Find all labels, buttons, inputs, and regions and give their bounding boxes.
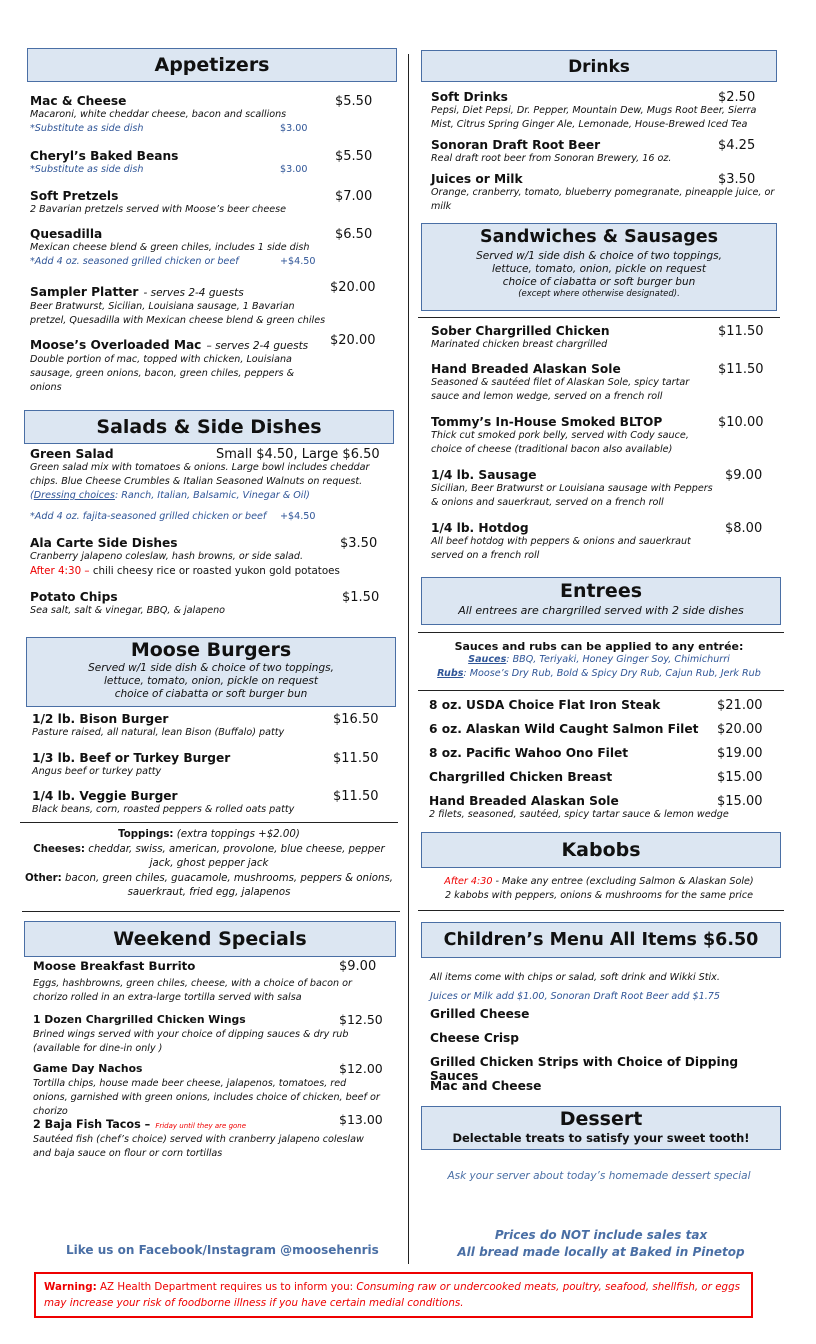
burgers-subtitle: Served w/1 side dish & choice of two toppings,	[88, 662, 334, 674]
menu-item	[431, 362, 711, 404]
item-price: $2.50	[718, 90, 756, 105]
item-name: Chargrilled Chicken Breast	[429, 770, 613, 784]
dessert-note: Ask your server about today’s homemade dessert special	[447, 1170, 751, 1182]
item-desc: Green salad mix with tomatoes & onions. Large bowl includes cheddar chips. Blue Cheese Crumbles & Italian Seasoned Walnuts on request.	[30, 462, 370, 487]
toppings-box	[20, 828, 398, 901]
item-price: $13.00	[339, 1112, 383, 1127]
menu-item	[30, 94, 380, 136]
warning-text: Consuming raw or undercooked meats, poultry, seafood, shellfish, or eggs may increase your risk of foodborne illness if you have certain medial conditions.	[44, 1281, 740, 1309]
item-price: $10.00	[718, 415, 764, 430]
toppings-label: Toppings:	[118, 829, 174, 840]
item-price: $21.00	[717, 698, 763, 713]
item-name: Tommy’s In-House Smoked BLTOP	[431, 415, 663, 429]
item-price: $5.50	[335, 94, 373, 109]
salads-header	[24, 410, 394, 444]
sandwiches-header	[421, 223, 777, 311]
item-desc: Thick cut smoked pork belly, served with Cody sauce, choice of cheese (traditional bacon also available)	[431, 430, 689, 455]
child-item: Grilled Cheese	[430, 1007, 530, 1021]
menu-item	[30, 334, 310, 395]
item-name: 1/3 lb. Beef or Turkey Burger	[32, 751, 231, 765]
divider	[418, 910, 784, 911]
item-name: Sober Chargrilled Chicken	[431, 324, 610, 338]
sandwiches-subtitle: (except where otherwise designated).	[518, 289, 680, 299]
divider	[418, 690, 784, 691]
item-price: $19.00	[717, 746, 763, 761]
item-name: 1/4 lb. Veggie Burger	[32, 789, 178, 803]
item-price: $15.00	[717, 794, 763, 809]
item-desc: Mexican cheese blend & green chiles, includes 1 side dish	[30, 242, 310, 253]
sauces-line: Sauces: BBQ, Teriyaki, Honey Ginger Soy, Chimichurri	[468, 654, 730, 665]
item-price: $1.50	[342, 590, 380, 605]
item-desc: Sautéed fish (chef’s choice) served with cranberry jalapeno coleslaw and baja sauce on flour or corn tortillas	[33, 1134, 364, 1159]
item-desc: Real draft root beer from Sonoran Brewery, 16 oz.	[431, 153, 672, 164]
item-name: 2 Baja Fish Tacos –	[33, 1118, 151, 1131]
warning-lead: AZ Health Department requires us to inform you:	[96, 1281, 357, 1293]
item-note: – serves 2-4 guests	[206, 340, 309, 352]
menu-item	[30, 590, 380, 618]
column-divider	[408, 54, 409, 1264]
bread-note: All bread made locally at Baked in Pinetop	[457, 1245, 745, 1259]
item-sub: *Add 4 oz. seasoned grilled chicken or beef +$4.50	[30, 256, 316, 267]
dessert-subtitle: Delectable treats to satisfy your sweet tooth!	[452, 1131, 750, 1145]
entrees-header	[421, 577, 781, 625]
child-item: Grilled Chicken Strips with Choice of Dipping Sauces	[430, 1055, 739, 1083]
item-desc: Black beans, corn, roasted peppers & rolled oats patty	[32, 804, 295, 815]
sandwiches-subtitle: lettuce, tomato, onion, pickle on request	[491, 263, 707, 275]
menu-item	[431, 468, 721, 510]
item-desc: Sea salt, salt & vinegar, BBQ, & jalapeno	[30, 605, 226, 616]
toppings-note: (extra toppings +$2.00)	[176, 829, 300, 840]
sandwiches-title: Sandwiches & Sausages	[479, 227, 719, 247]
kabobs-info: After 4:30 - Make any entree (excluding Salmon & Alaskan Sole) 2 kabobs with peppers, onions & mushrooms for the same price	[444, 876, 754, 901]
tax-note: Prices do NOT include sales tax	[494, 1228, 708, 1242]
item-price: $7.00	[335, 189, 373, 204]
item-name: Hand Breaded Alaskan Sole	[429, 794, 619, 808]
item-name: Potato Chips	[30, 590, 118, 604]
item-price: $9.00	[339, 959, 377, 974]
item-name: Soft Pretzels	[30, 189, 119, 203]
menu-item	[30, 149, 380, 177]
menu-item	[33, 1013, 363, 1056]
item-desc: Cranberry jalapeno coleslaw, hash browns, or side salad.	[30, 551, 304, 562]
item-name: Moose Breakfast Burrito	[33, 959, 196, 973]
item-desc: All beef hotdog with peppers & onions and sauerkraut served on a french roll	[431, 536, 691, 561]
item-price: $11.50	[333, 789, 379, 804]
item-desc: Angus beef or turkey patty	[32, 766, 162, 777]
burgers-subtitle: choice of ciabatta or soft burger bun	[114, 688, 308, 700]
drinks-title: Drinks	[568, 57, 630, 77]
appetizers-header	[27, 48, 397, 82]
salads-title: Salads & Side Dishes	[96, 416, 322, 438]
item-name: 8 oz. USDA Choice Flat Iron Steak	[429, 698, 661, 712]
item-name: Mac & Cheese	[30, 94, 127, 108]
sauces-title: Sauces and rubs can be applied to any entrée:	[454, 640, 744, 653]
item-note: - serves 2-4 guests	[143, 287, 244, 299]
weekend-header	[24, 921, 396, 957]
divider	[22, 911, 400, 912]
child-item: Mac and Cheese	[430, 1079, 542, 1093]
dessert-header	[421, 1106, 781, 1150]
kabobs-title: Kabobs	[561, 839, 641, 861]
item-name: Game Day Nachos	[33, 1062, 143, 1075]
item-name: Cheryl’s Baked Beans	[30, 149, 179, 163]
item-price: $11.50	[718, 362, 764, 377]
item-price: $3.50	[340, 536, 378, 551]
weekend-title: Weekend Specials	[113, 928, 307, 950]
menu-item	[30, 536, 380, 578]
cheeses-label: Cheeses:	[33, 843, 85, 855]
item-price: $15.00	[717, 770, 763, 785]
item-desc: 2 filets, seasoned, sautéed, spicy tartar sauce & lemon wedge	[429, 809, 729, 820]
health-warning	[34, 1272, 753, 1318]
item-price: $3.50	[718, 172, 756, 187]
item-price: Small $4.50, Large $6.50	[216, 447, 380, 462]
item-price: $20.00	[330, 333, 376, 348]
children-addon: Juices or Milk add $1.00, Sonoran Draft Root Beer add $1.75	[430, 991, 720, 1002]
item-desc: Orange, cranberry, tomato, blueberry pomegranate, pineapple juice, or milk	[431, 187, 775, 212]
item-name: 6 oz. Alaskan Wild Caught Salmon Filet	[429, 722, 699, 736]
rubs-line: Rubs: Moose’s Dry Rub, Bold & Spicy Dry Rub, Cajun Rub, Jerk Rub	[437, 668, 761, 679]
item-desc: Marinated chicken breast chargrilled	[431, 339, 608, 350]
dessert-title: Dessert	[559, 1108, 643, 1130]
children-header	[421, 922, 781, 958]
item-name: 8 oz. Pacific Wahoo Ono Filet	[429, 746, 629, 760]
footer-notes	[438, 1227, 764, 1261]
item-desc: Double portion of mac, topped with chicken, Louisiana sausage, green onions, bacon, green chiles, peppers & onions	[30, 354, 295, 393]
item-desc: Eggs, hashbrowns, green chiles, cheese, with a choice of bacon or chorizo rolled in an extra-large tortilla served with salsa	[33, 978, 352, 1003]
item-price: $6.50	[335, 227, 373, 242]
item-price: $11.50	[718, 324, 764, 339]
item-name: Green Salad	[30, 447, 114, 461]
item-price: $12.50	[339, 1012, 383, 1027]
menu-item	[30, 227, 380, 269]
item-price: $8.00	[725, 521, 763, 536]
burgers-title: Moose Burgers	[130, 639, 292, 661]
child-item: Cheese Crisp	[430, 1031, 520, 1045]
children-note: All items come with chips or salad, soft drink and Wikki Stix.	[430, 972, 720, 983]
sandwiches-subtitle: choice of ciabatta or soft burger bun	[502, 276, 696, 288]
menu-item	[30, 281, 330, 328]
children-title: Children’s Menu All Items $6.50	[443, 930, 759, 950]
sandwiches-subtitle: Served w/1 side dish & choice of two toppings,	[476, 250, 722, 262]
divider	[20, 822, 398, 823]
menu-item	[32, 789, 372, 817]
appetizers-title: Appetizers	[154, 54, 270, 76]
item-name: Sonoran Draft Root Beer	[431, 138, 601, 152]
item-price: $12.00	[339, 1061, 383, 1076]
item-price: $16.50	[333, 712, 379, 727]
item-price: $11.50	[333, 751, 379, 766]
item-name: 1 Dozen Chargrilled Chicken Wings	[33, 1013, 246, 1026]
item-sub: *Substitute as side dish $3.00	[30, 164, 308, 175]
menu-item	[30, 189, 380, 217]
menu-item	[32, 751, 372, 779]
entrees-title: Entrees	[559, 580, 643, 602]
item-price: $4.25	[718, 138, 756, 153]
other-label: Other:	[24, 872, 62, 884]
item-desc: Sicilian, Beer Bratwurst or Louisiana sausage with Peppers & onions and sauerkraut, served on a french roll	[431, 483, 713, 508]
item-note: Friday until they are gone	[155, 1122, 247, 1130]
item-name: Hand Breaded Alaskan Sole	[431, 362, 621, 376]
menu-item	[33, 959, 363, 1005]
burgers-header	[26, 637, 396, 707]
dressing-choices: (Dressing choices: Ranch, Italian, Balsamic, Vinegar & Oil)	[30, 490, 310, 501]
social-handle: Like us on Facebook/Instagram @moosehenris	[66, 1243, 379, 1257]
item-price: $20.00	[717, 722, 763, 737]
item-name: 1/2 lb. Bison Burger	[32, 712, 169, 726]
cheeses-list: cheddar, swiss, american, provolone, blue cheese, pepper jack, ghost pepper jack	[88, 843, 385, 869]
item-name: Sampler Platter	[30, 285, 139, 299]
late-options: After 4:30 – chili cheesy rice or roasted yukon gold potatoes	[30, 565, 340, 577]
item-name: 1/4 lb. Hotdog	[431, 521, 529, 535]
other-list: bacon, green chiles, guacamole, mushrooms, peppers & onions, sauerkraut, fried egg, jalapenos	[65, 872, 394, 898]
divider	[418, 632, 784, 633]
item-desc: 2 Bavarian pretzels served with Moose’s beer cheese	[30, 204, 287, 215]
item-price: $9.00	[725, 468, 763, 483]
item-name: Soft Drinks	[431, 90, 508, 104]
item-desc: Seasoned & sautéed filet of Alaskan Sole, spicy tartar sauce and lemon wedge, served on a french roll	[431, 377, 690, 402]
menu-item	[32, 712, 372, 740]
item-name: 1/4 lb. Sausage	[431, 468, 537, 482]
kabobs-header	[421, 832, 781, 868]
menu-item	[431, 521, 721, 563]
item-sub: *Substitute as side dish $3.00	[30, 123, 308, 134]
entrees-subtitle: All entrees are chargrilled served with 2 side dishes	[458, 604, 744, 617]
item-price: $5.50	[335, 149, 373, 164]
menu-item	[33, 1062, 381, 1119]
item-price: $20.00	[330, 280, 376, 295]
sauces-box	[418, 640, 780, 681]
item-desc: Macaroni, white cheddar cheese, bacon and scallions	[30, 109, 287, 120]
item-desc: Pepsi, Diet Pepsi, Dr. Pepper, Mountain Dew, Mugs Root Beer, Sierra Mist, Citrus Spring Ginger Ale, Lemonade, House-Brewed Iced Tea	[431, 105, 757, 130]
item-desc: Tortilla chips, house made beer cheese, jalapenos, tomatoes, red onions, garnished with green onions, includes choice of chicken, beef or chorizo	[33, 1078, 380, 1117]
item-desc: Beer Bratwurst, Sicilian, Louisiana sausage, 1 Bavarian pretzel, Quesadilla with Mexican cheese blend & green chiles	[30, 301, 326, 326]
item-name: Juices or Milk	[431, 172, 523, 186]
divider	[418, 317, 780, 318]
menu-item	[431, 415, 716, 457]
burgers-subtitle: lettuce, tomato, onion, pickle on request	[103, 675, 319, 687]
item-desc: Brined wings served with your choice of dipping sauces & dry rub (available for dine-in only )	[33, 1029, 349, 1054]
item-desc: Pasture raised, all natural, lean Bison (Buffalo) patty	[32, 727, 285, 738]
item-name: Ala Carte Side Dishes	[30, 536, 178, 550]
item-sub: *Add 4 oz. fajita-seasoned grilled chicken or beef +$4.50	[30, 511, 316, 522]
menu-item	[33, 1113, 381, 1161]
item-name: Quesadilla	[30, 227, 103, 241]
item-name: Moose’s Overloaded Mac	[30, 338, 202, 352]
drinks-header	[421, 50, 777, 82]
warning-label: Warning:	[44, 1281, 97, 1293]
